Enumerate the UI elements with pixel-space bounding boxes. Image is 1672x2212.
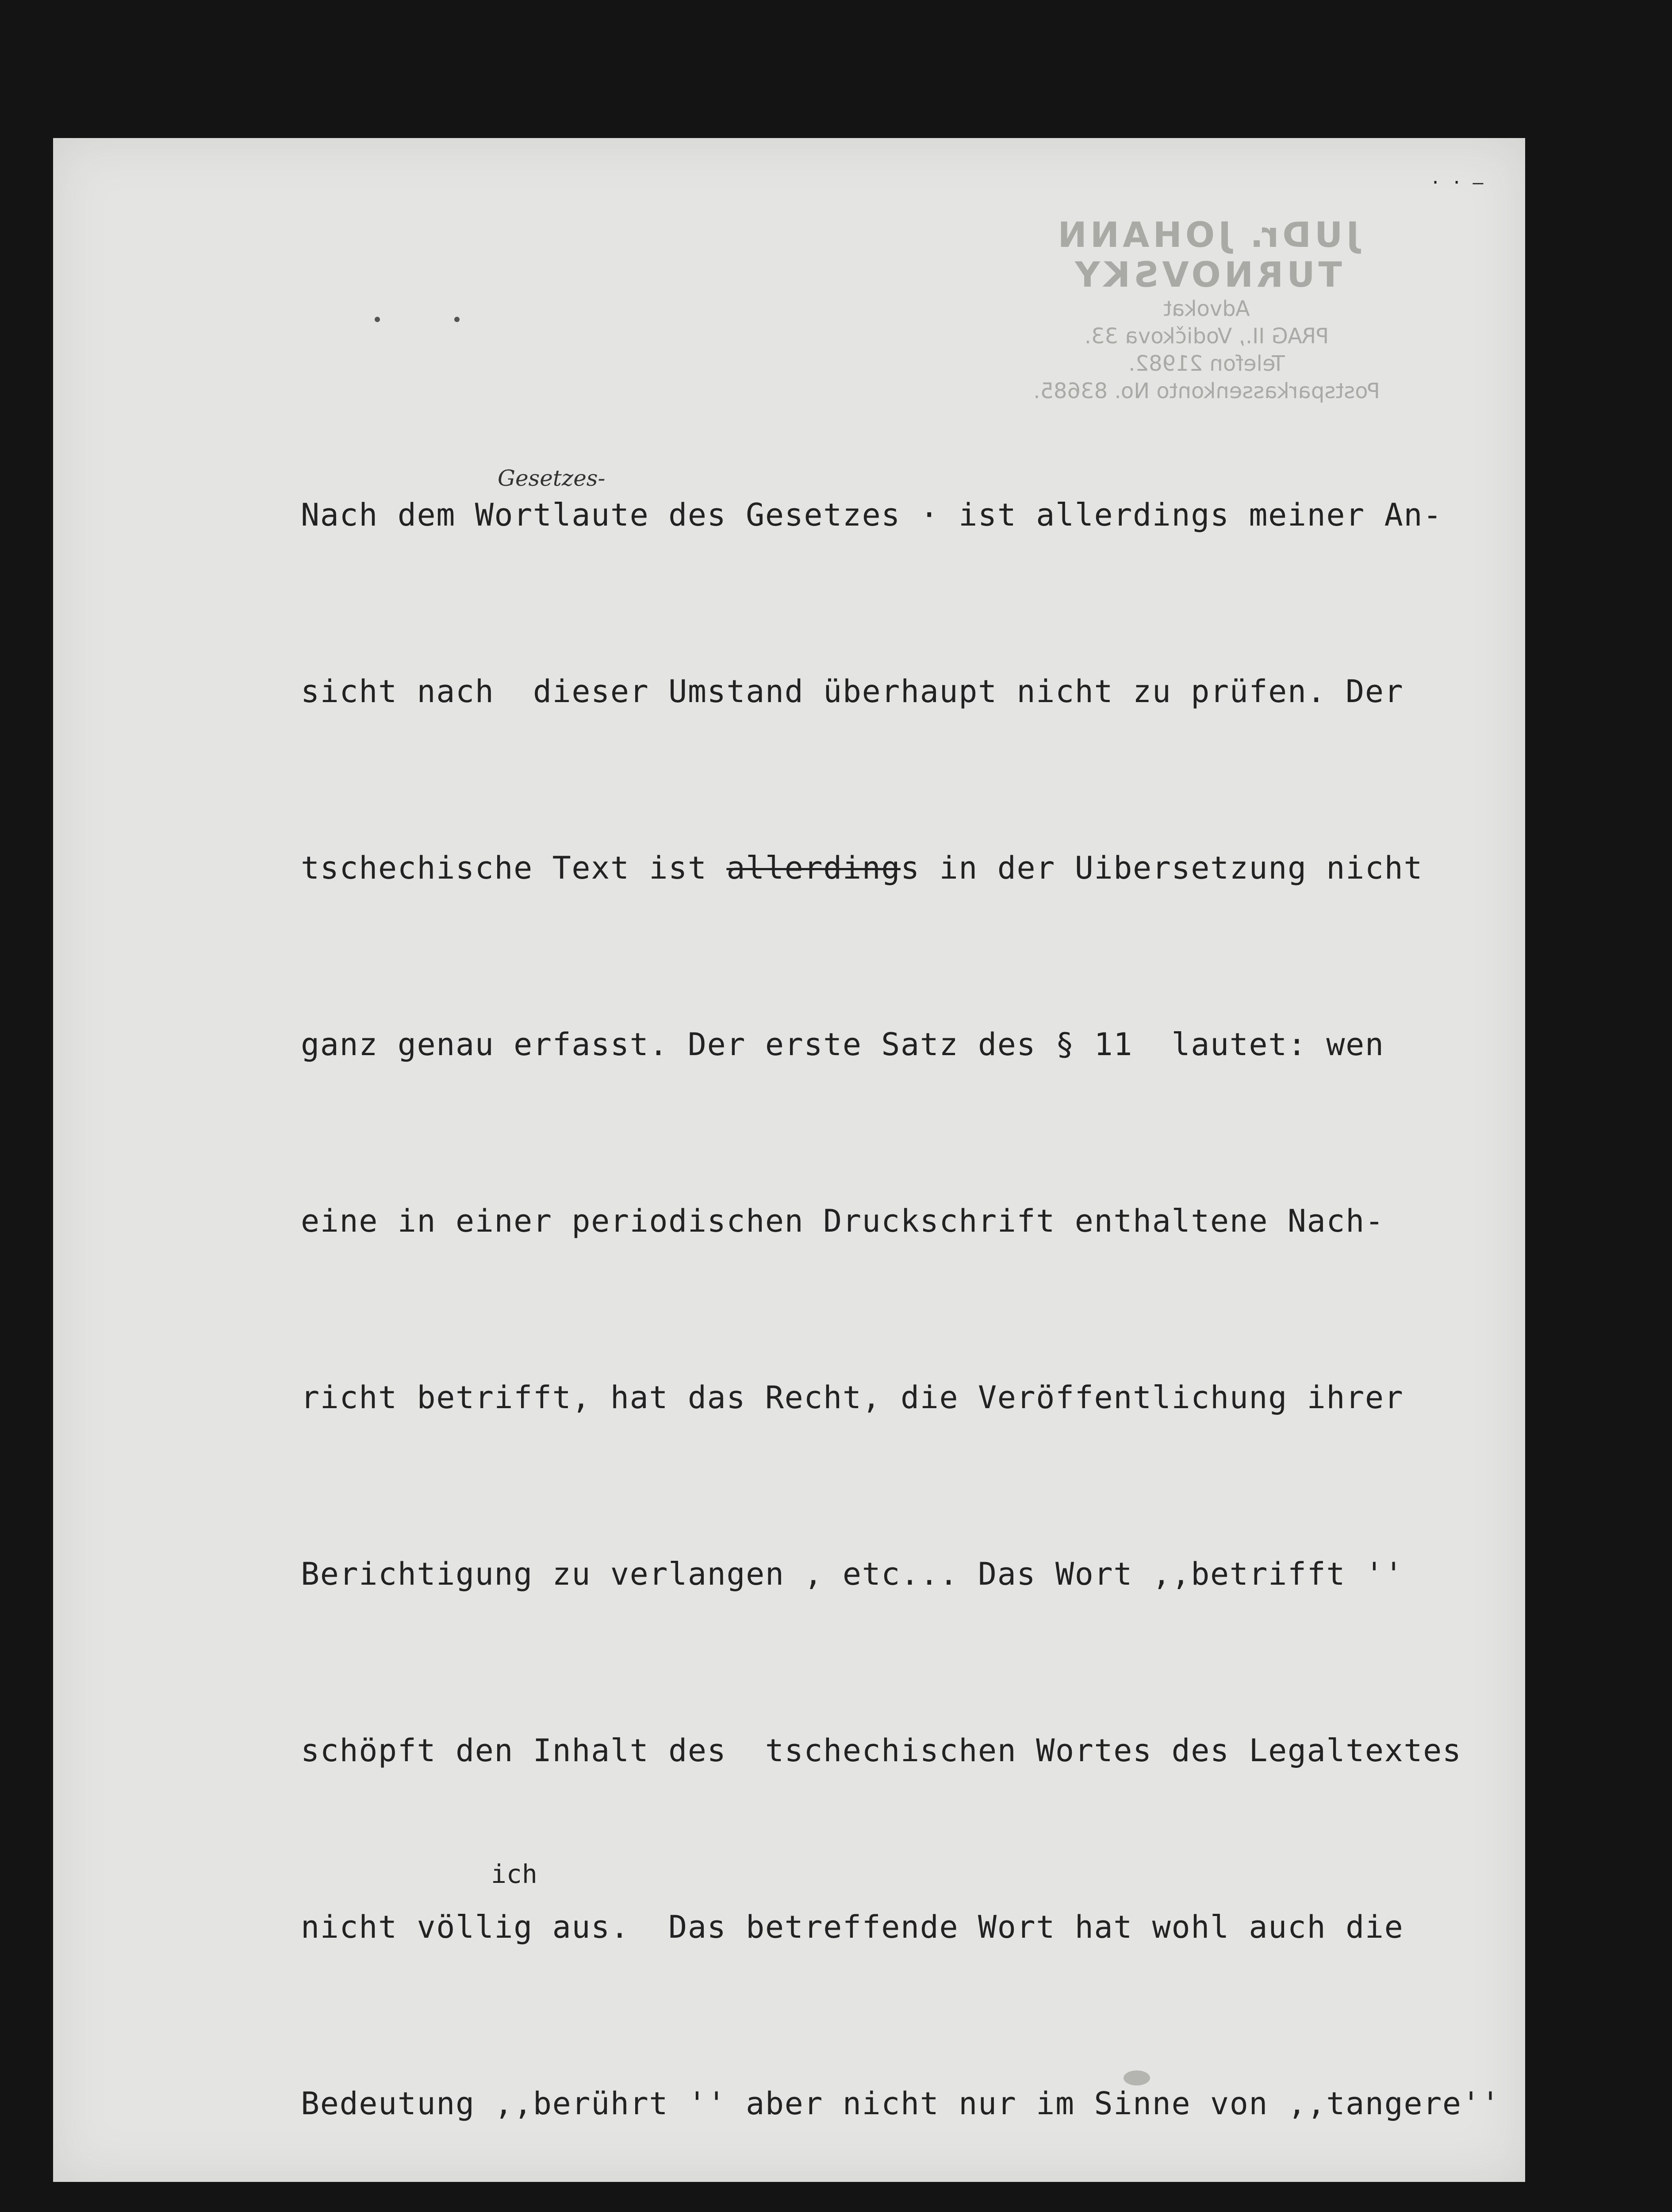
text-line: eine in einer periodischen Druckschrift enthaltene Nach- <box>301 1203 1384 1239</box>
letterhead-address: PRAG II., Vodičkova 33. <box>1084 324 1329 349</box>
text-fragment: Text ist <box>552 850 727 886</box>
text-line: ganz genau erfasst. Der erste Satz des § 11 lautet: wen <box>301 1026 1384 1063</box>
letter-body <box>301 368 1539 2212</box>
text-fragment: tschechische <box>301 850 552 886</box>
letterhead-phone: Telefon 21982. <box>1128 351 1285 376</box>
typed-insertion: ich <box>491 1859 537 1889</box>
text-line: sicht nach dieser Umstand überhaupt nicht zu prüfen. Der <box>301 673 1404 710</box>
ink-dot <box>454 317 460 322</box>
text-line: Nach dem Wortlaute des Gesetzes · ist allerdings meiner An- <box>301 497 1442 533</box>
letter-page <box>53 138 1525 2182</box>
text-line-with-correction <box>301 839 1539 898</box>
text-line: richt betrifft, hat das Recht, die Veröffentlichung ihrer <box>301 1379 1404 1416</box>
text-line: nicht völlig aus. Das betreffende Wort hat wohl auch die <box>301 1909 1404 1945</box>
registration-marks: · · ‒ <box>1430 173 1484 193</box>
handwritten-insertion: Gesetzes- <box>498 465 606 491</box>
letterhead-name: JUDr. JOHANN TURNOVSKY <box>1054 215 1359 295</box>
text-fragment: s in der Uibersetzung nicht <box>901 850 1423 886</box>
ink-dot <box>375 317 380 322</box>
struck-word: allerding <box>726 850 901 886</box>
text-line: Berichtigung zu verlangen , etc... Das Wort ,,betrifft '' <box>301 1556 1404 1592</box>
text-line: Bedeutung ,,berührt '' aber nicht nur im Sinne von ,,tangere'' <box>301 2085 1501 2122</box>
text-line: schöpft den Inhalt des tschechischen Wortes des Legaltextes <box>301 1732 1462 1769</box>
letterhead-account: Postsparkassenkonto No. 83685. <box>1033 379 1380 403</box>
letterhead-title: Advokat <box>1163 296 1250 321</box>
